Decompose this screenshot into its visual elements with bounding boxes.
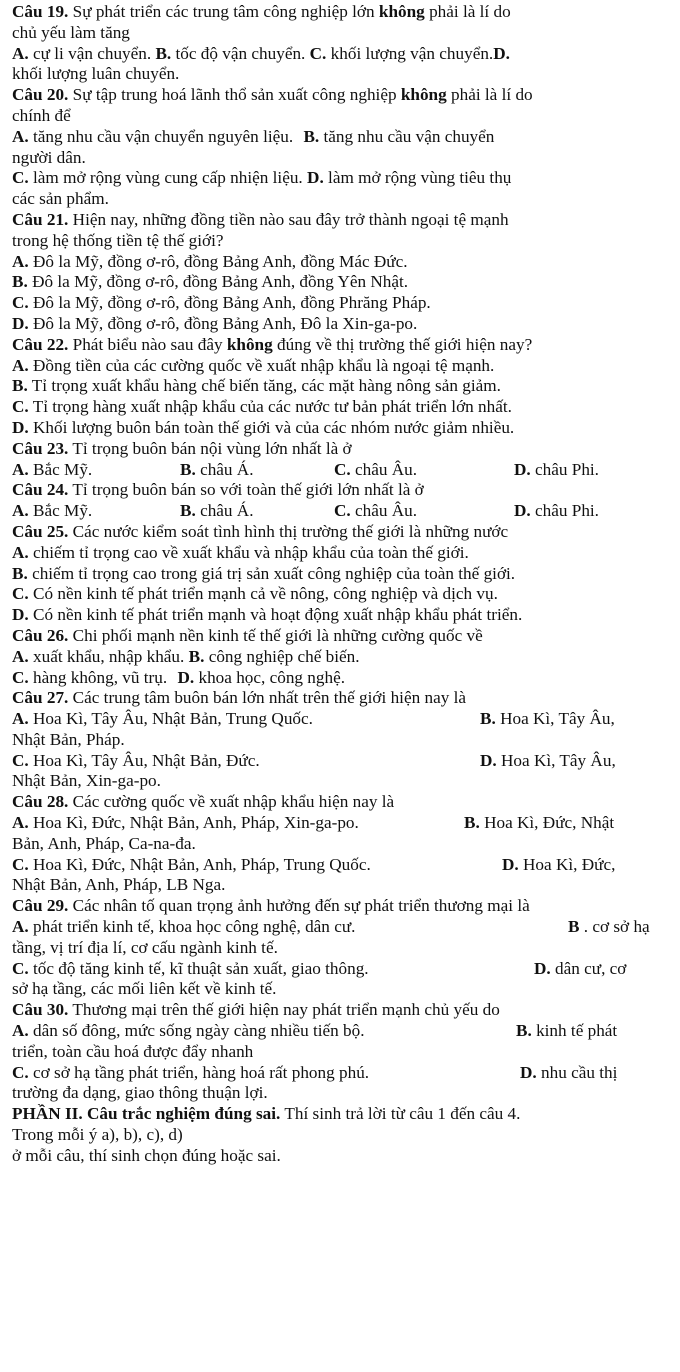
question-23-option-b: B. châu Á. bbox=[180, 459, 254, 479]
question-28-option-a: A. Hoa Kì, Đức, Nhật Bản, Anh, Pháp, Xin-ga-po. bbox=[12, 813, 359, 833]
question-24-option-b: B. châu Á. bbox=[180, 501, 254, 521]
question-22-option-b: B. Tỉ trọng xuất khẩu hàng chế biến tăng, các mặt hàng nông sản giảm. bbox=[12, 376, 501, 396]
part-2-instructions: Trong mỗi ý a), b), c), d) bbox=[12, 1125, 183, 1145]
question-22-option-c: C. Tỉ trọng hàng xuất nhập khẩu của các nước tư bản phát triển lớn nhất. bbox=[12, 397, 512, 417]
question-29-options-cd bbox=[12, 959, 670, 980]
question-29-option-b-cont: tầng, vị trí địa lí, cơ cấu ngành kinh tế. bbox=[12, 937, 278, 957]
question-22-option-d: D. Khối lượng buôn bán toàn thế giới và của các nhóm nước giảm nhiều. bbox=[12, 417, 515, 437]
question-21-option-d: D. Đô la Mỹ, đồng ơ-rô, đồng Bảng Anh, Đô la Xin-ga-po. bbox=[12, 313, 418, 333]
question-30-option-b: B. kinh tế phát bbox=[516, 1021, 618, 1041]
question-22-option-a: A. Đồng tiền của các cường quốc về xuất nhập khẩu là ngoại tệ mạnh. bbox=[12, 355, 495, 375]
question-24-option-c: C. châu Âu. bbox=[334, 501, 418, 521]
question-24-option-a: A. Bắc Mỹ. bbox=[12, 501, 93, 521]
question-23-option-c: C. châu Âu. bbox=[334, 459, 418, 479]
question-27-options-cd bbox=[12, 751, 670, 772]
question-28-stem: Câu 28. Các cường quốc về xuất nhập khẩu hiện nay là bbox=[12, 792, 395, 812]
question-27-option-d-cont: Nhật Bản, Xin-ga-po. bbox=[12, 771, 161, 791]
question-28-options-cd bbox=[12, 855, 670, 876]
question-29-option-d-cont: sở hạ tầng, các mối liên kết về kinh tế. bbox=[12, 979, 277, 999]
question-29-option-d: D. dân cư, cơ bbox=[534, 958, 627, 978]
question-29-options-ab bbox=[12, 917, 670, 938]
question-22-stem: Câu 22. Phát biểu nào sau đây không đúng về thị trường thế giới hiện nay? bbox=[12, 334, 533, 354]
question-25-option-b: B. chiếm tỉ trọng cao trong giá trị sản xuất công nghiệp của toàn thế giới. bbox=[12, 563, 516, 583]
question-25-option-a: A. chiếm tỉ trọng cao về xuất khẩu và nhập khẩu của toàn thế giới. bbox=[12, 542, 469, 562]
question-25-option-d: D. Có nền kinh tế phát triển mạnh và hoạt động xuất nhập khẩu phát triển. bbox=[12, 605, 523, 625]
question-28-options-ab bbox=[12, 813, 670, 834]
question-27-option-b: B. Hoa Kì, Tây Âu, bbox=[480, 709, 615, 729]
question-23-option-d: D. châu Phi. bbox=[514, 459, 599, 479]
question-20-option-d-cont: các sản phẩm. bbox=[12, 189, 109, 209]
question-19-stem: Câu 19. Sự phát triển các trung tâm công nghiệp lớn không phải là lí do bbox=[12, 2, 511, 21]
question-24-stem: Câu 24. Tỉ trọng buôn bán so với toàn thế giới lớn nhất là ở bbox=[12, 480, 424, 500]
question-30-stem: Câu 30. Thương mại trên thế giới hiện nay phát triển mạnh chủ yếu do bbox=[12, 1000, 500, 1020]
question-30-options-cd bbox=[12, 1063, 670, 1084]
question-23-stem: Câu 23. Tỉ trọng buôn bán nội vùng lớn nhất là ở bbox=[12, 438, 352, 458]
question-21-stem: Câu 21. Hiện nay, những đồng tiền nào sau đây trở thành ngoại tệ mạnh bbox=[12, 209, 509, 229]
question-23-option-a: A. Bắc Mỹ. bbox=[12, 459, 93, 479]
question-30-option-c: C. cơ sở hạ tầng phát triển, hàng hoá rất phong phú. bbox=[12, 1062, 370, 1082]
question-28-option-b-cont: Bản, Anh, Pháp, Ca-na-đa. bbox=[12, 833, 196, 853]
part-2-heading: PHẦN II. Câu trắc nghiệm đúng sai. Thí sinh trả lời từ câu 1 đến câu 4. bbox=[12, 1104, 521, 1124]
question-28-option-c: C. Hoa Kì, Đức, Nhật Bản, Anh, Pháp, Trung Quốc. bbox=[12, 854, 371, 874]
question-30-option-a: A. dân số đông, mức sống ngày càng nhiều tiến bộ. bbox=[12, 1021, 365, 1041]
question-29-option-c: C. tốc độ tăng kinh tế, kĩ thuật sản xuất, giao thông. bbox=[12, 958, 369, 978]
question-25-stem: Câu 25. Các nước kiểm soát tình hình thị trường thế giới là những nước bbox=[12, 521, 509, 541]
question-26-options-cd: C. hàng không, vũ trụ. D. khoa học, công nghệ. bbox=[12, 667, 346, 687]
question-25-option-c: C. Có nền kinh tế phát triển mạnh cả về nông, công nghiệp và dịch vụ. bbox=[12, 584, 498, 604]
question-28-option-d: D. Hoa Kì, Đức, bbox=[502, 854, 616, 874]
question-21-stem-cont: trong hệ thống tiền tệ thế giới? bbox=[12, 230, 224, 250]
question-27-option-d: D. Hoa Kì, Tây Âu, bbox=[480, 750, 616, 770]
question-29-option-a: A. phát triển kinh tế, khoa học công nghệ, dân cư. bbox=[12, 917, 356, 937]
question-29-stem: Câu 29. Các nhân tố quan trọng ảnh hưởng đến sự phát triển thương mại là bbox=[12, 896, 530, 916]
question-30-option-b-cont: triển, toàn cầu hoá được đẩy nhanh bbox=[12, 1041, 254, 1061]
question-20-stem-cont: chính để bbox=[12, 105, 71, 125]
question-28-option-d-cont: Nhật Bản, Anh, Pháp, LB Nga. bbox=[12, 875, 226, 895]
question-27-stem: Câu 27. Các trung tâm buôn bán lớn nhất trên thế giới hiện nay là bbox=[12, 688, 466, 708]
question-30-options-ab bbox=[12, 1021, 670, 1042]
question-30-option-d: D. nhu cầu thị bbox=[520, 1062, 618, 1082]
question-19-option-d: khối lượng luân chuyển. bbox=[12, 64, 180, 84]
question-27-option-a: A. Hoa Kì, Tây Âu, Nhật Bản, Trung Quốc. bbox=[12, 709, 313, 729]
question-21-option-b: B. Đô la Mỹ, đồng ơ-rô, đồng Bảng Anh, đồng Yên Nhật. bbox=[12, 272, 409, 292]
question-21-option-a: A. Đô la Mỹ, đồng ơ-rô, đồng Bảng Anh, đồng Mác Đức. bbox=[12, 251, 408, 271]
question-24-options bbox=[12, 501, 670, 522]
question-20-stem: Câu 20. Sự tập trung hoá lãnh thổ sản xuất công nghiệp không phải là lí do bbox=[12, 85, 533, 105]
question-19-options: A. cự li vận chuyển. B. tốc độ vận chuyển. C. khối lượng vận chuyển.D. bbox=[12, 43, 510, 63]
question-29-option-b: B . cơ sở hạ bbox=[568, 917, 650, 937]
question-20-options-ab: A. tăng nhu cầu vận chuyển nguyên liệu. B. tăng nhu cầu vận chuyển bbox=[12, 126, 495, 146]
question-26-stem: Câu 26. Chi phối mạnh nền kinh tế thế giới là những cường quốc về bbox=[12, 625, 483, 645]
question-27-option-b-cont: Nhật Bản, Pháp. bbox=[12, 729, 125, 749]
question-19-stem-cont: chủ yếu làm tăng bbox=[12, 22, 130, 42]
question-27-options-ab bbox=[12, 709, 670, 730]
part-2-instructions-cont: ở mỗi câu, thí sinh chọn đúng hoặc sai. bbox=[12, 1145, 281, 1165]
question-30-option-d-cont: trường đa dạng, giao thông thuận lợi. bbox=[12, 1083, 268, 1103]
question-28-option-b: B. Hoa Kì, Đức, Nhật bbox=[464, 813, 615, 833]
question-23-options bbox=[12, 460, 670, 481]
question-24-option-d: D. châu Phi. bbox=[514, 501, 599, 521]
question-20-option-b-cont: người dân. bbox=[12, 147, 86, 167]
question-21-option-c: C. Đô la Mỹ, đồng ơ-rô, đồng Bảng Anh, đồng Phrăng Pháp. bbox=[12, 293, 431, 313]
question-20-options-cd: C. làm mở rộng vùng cung cấp nhiện liệu. D. làm mở rộng vùng tiêu thụ bbox=[12, 168, 512, 188]
question-27-option-c: C. Hoa Kì, Tây Âu, Nhật Bản, Đức. bbox=[12, 750, 260, 770]
question-26-options-ab: A. xuất khẩu, nhập khẩu. B. công nghiệp chế biến. bbox=[12, 646, 360, 666]
